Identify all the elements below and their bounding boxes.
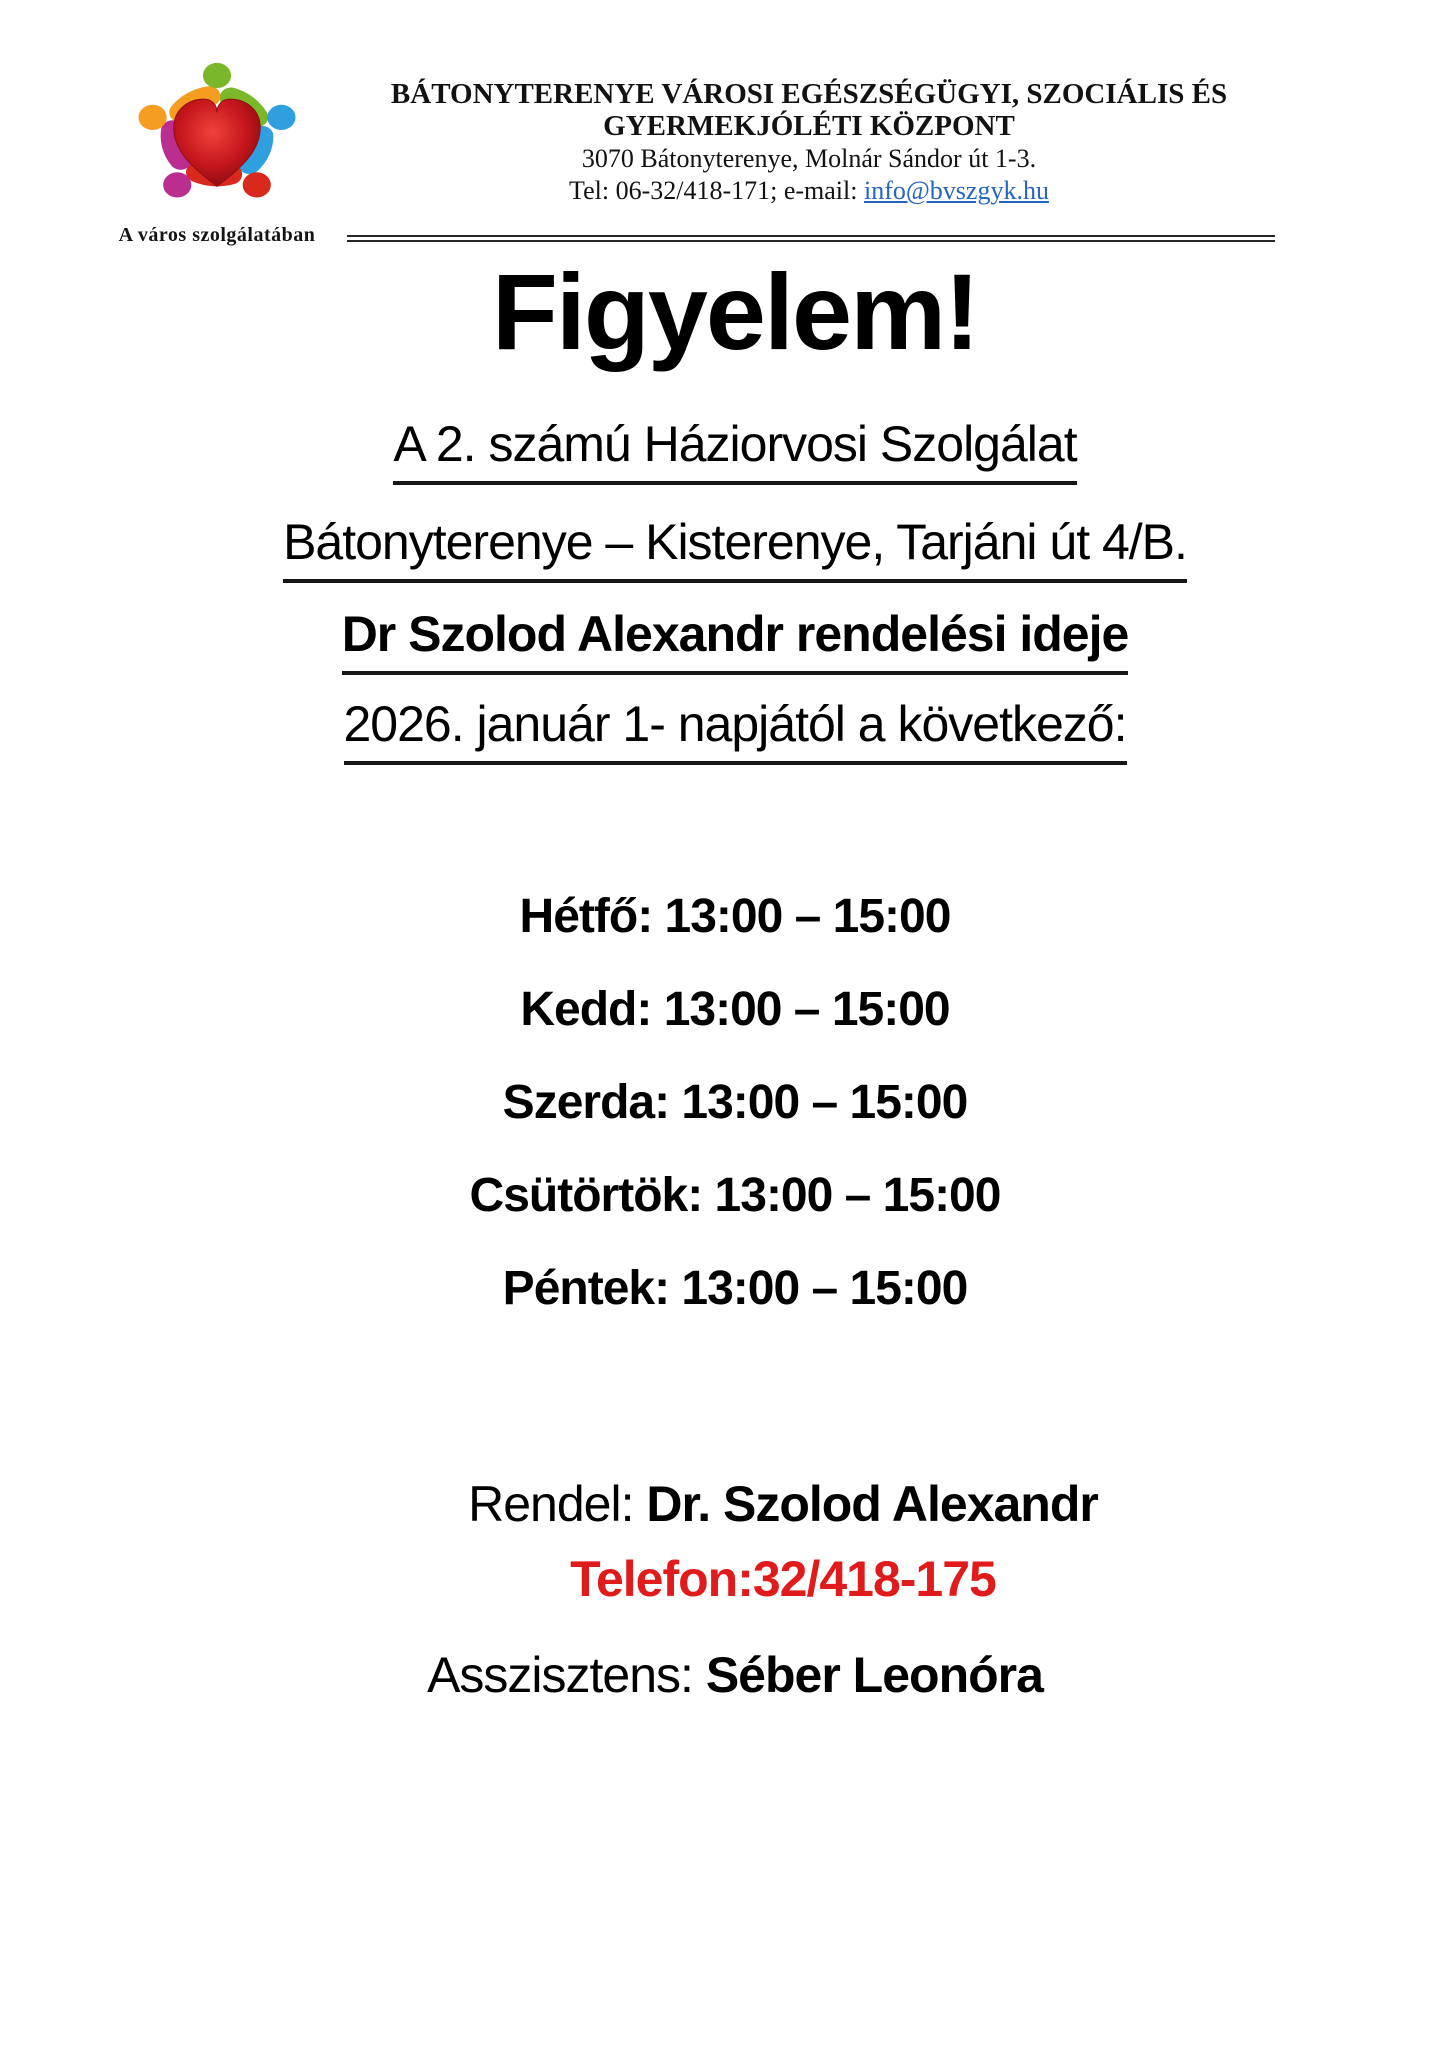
org-name-line1: BÁTONYTERENYE VÁROSI EGÉSZSÉGÜGYI, SZOCIÁLIS ÉS	[390, 78, 1228, 110]
notice-line-3-text: Dr Szolod Alexandr rendelési ideje	[342, 604, 1129, 675]
notice-line-3	[0, 604, 1448, 675]
schedule-hours: 13:00 – 15:00	[664, 890, 951, 943]
schedule-row-friday	[0, 1260, 1448, 1318]
notice-line-2	[0, 512, 1448, 583]
schedule-row-thursday	[0, 1167, 1448, 1225]
schedule-day: Csütörtök:	[469, 1169, 703, 1222]
doctor-label: Rendel:	[468, 1476, 634, 1532]
header-divider	[347, 235, 1275, 242]
doctor-name: Dr. Szolod Alexandr	[646, 1476, 1098, 1532]
doctor-line	[0, 1474, 1448, 1534]
schedule-day: Péntek:	[502, 1262, 670, 1315]
schedule-day: Kedd:	[520, 983, 652, 1036]
schedule-hours: 13:00 – 15:00	[681, 1262, 968, 1315]
phone-email-prefix: Tel: 06-32/418-171; e-mail:	[569, 176, 858, 206]
email-link[interactable]: info@bvszgyk.hu	[863, 176, 1049, 206]
logo-caption: A város szolgálatában	[118, 224, 316, 246]
assistant-label: Asszisztens:	[427, 1647, 693, 1703]
assistant-line	[0, 1645, 1448, 1705]
notice-line-4-text: 2026. január 1- napjától a következő:	[344, 694, 1127, 765]
schedule-hours: 13:00 – 15:00	[663, 983, 950, 1036]
letterhead	[350, 78, 1268, 207]
assistant-name: Séber Leonóra	[705, 1647, 1043, 1703]
notice-title: Figyelem!	[491, 251, 979, 372]
notice-line-1-text: A 2. számú Háziorvosi Szolgálat	[393, 414, 1076, 485]
schedule-row-monday	[0, 888, 1448, 946]
org-name-line2: GYERMEKJÓLÉTI KÖZPONT	[603, 110, 1015, 143]
schedule-day: Szerda:	[502, 1076, 670, 1129]
org-contact	[350, 175, 1268, 207]
schedule-row-tuesday	[0, 981, 1448, 1039]
org-address: 3070 Bátonyterenye, Molnár Sándor út 1-3.	[581, 143, 1037, 173]
notice-line-1	[0, 414, 1448, 485]
notice-line-2-text: Bátonyterenye – Kisterenye, Tarjáni út 4/B.	[283, 512, 1187, 583]
organization-logo	[112, 52, 322, 247]
schedule-day: Hétfő:	[519, 890, 653, 943]
telefon-line: Telefon:32/418-175	[570, 1551, 996, 1607]
people-circle-heart-icon	[123, 52, 311, 220]
schedule-hours: 13:00 – 15:00	[714, 1169, 1001, 1222]
schedule-hours: 13:00 – 15:00	[681, 1076, 968, 1129]
notice-line-4	[0, 694, 1448, 765]
schedule-row-wednesday	[0, 1074, 1448, 1132]
